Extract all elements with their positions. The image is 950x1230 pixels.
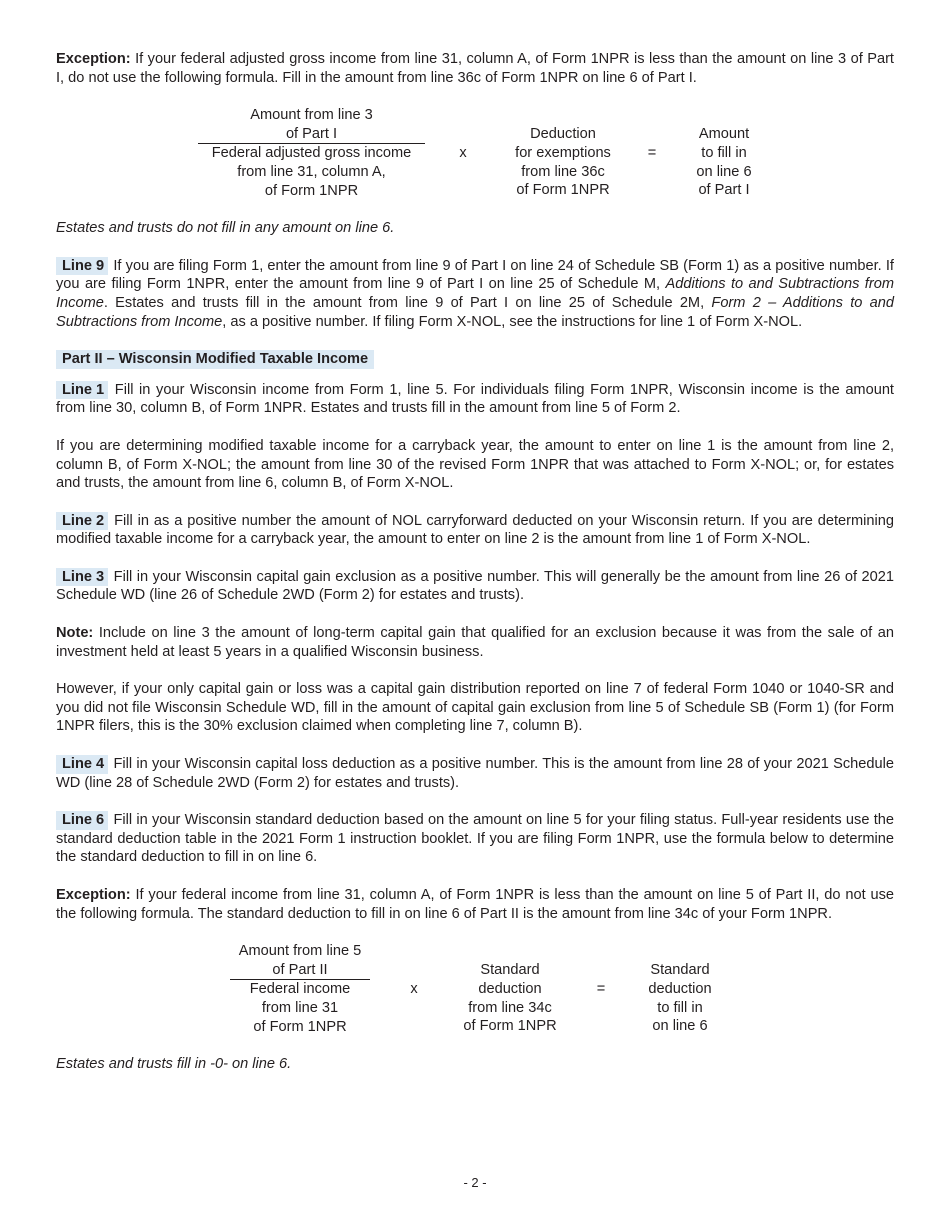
line6-label: Line 6 [56,811,108,830]
carryback-paragraph: If you are determining modified taxable income for a carryback year, the amount to enter on line 1 is the amount from line 2, column B, of Form X-NOL; the amount from line 30 of the revised Form 1NPR that was attached to Form X-NOL; or, for estates and trusts, the amount from line 6, column B, of Form X-NOL. [56,437,894,492]
line3-label: Line 3 [56,568,108,587]
formula-fraction [198,106,425,200]
formula-line6-part2 [230,942,894,1036]
note-paragraph: Note: Include on line 3 the amount of long-term capital gain that qualified for an exclusion because it was from the sale of an investment held at least 5 years in a qualified Wisconsin business. [56,625,894,660]
formula-standard-deduction: Standard deduction from line 34c of Form 1NPR [463,962,557,1035]
formula-result: Amount to fill in on line 6 of Part I [696,126,752,199]
formula-line6-part1 [198,106,894,200]
line6-paragraph: Line 6 Fill in your Wisconsin standard deduction based on the amount on line 5 for your filing status. Full-year residents use the standard deduction table in the 2021 Form 1 instruction booklet. If you are filing Form 1NPR, use the formula below to determine the standard deduction to fill in on line 6. [56,812,894,866]
formula-denominator: Federal adjusted gross income from line 31, column A, of Form 1NPR [211,145,412,199]
equals-sign: = [647,144,657,161]
part2-heading: Part II – Wisconsin Modified Taxable Income [56,350,374,369]
however-paragraph: However, if your only capital gain or loss was a capital gain distribution reported on line 7 of federal Form 1040 or 1040-SR and you did not file Wisconsin Schedule WD, fill in the amount of capital gain exclusion from line 5 of Schedule SB (Form 1) (for Form 1NPR filers, this is the 30% exclusion claimed when completing line 7, column B). [56,681,894,735]
line4-paragraph: Line 4 Fill in your Wisconsin capital loss deduction as a positive number. This is the amount from line 28 of your 2021 Schedule WD (line 28 of Schedule 2WD (Form 2) for estates and trusts). [56,756,894,791]
estates-note-part2: Estates and trusts fill in -0- on line 6. [56,1056,292,1073]
line2-paragraph: Line 2 Fill in as a positive number the amount of NOL carryforward deducted on your Wisconsin return. If you are determining modified taxable income for a carryback year, the amount to enter on line 2 is the amount from line 1 of Form X-NOL. [56,512,894,548]
formula-numerator: Amount from line 5 of Part II [230,942,370,980]
instructions-page [56,50,894,1074]
line3-paragraph: Line 3 Fill in your Wisconsin capital gain exclusion as a positive number. This will generally be the amount from line 26 of 2021 Schedule WD (line 26 of Schedule 2WD (Form 2) for estates and trusts). [56,568,894,604]
line1-label: Line 1 [56,381,108,400]
exception-paragraph-part1: Exception: If your federal adjusted gross income from line 31, column A, of Form 1NPR is less than the amount on line 3 of Part I, do not use the following formula. Fill in the amount from line 36c of Form 1NPR on line 6 of Part I. [56,51,894,86]
page-number: - 2 - [463,1175,487,1190]
line1-paragraph: Line 1 Fill in your Wisconsin income from Form 1, line 5. For individuals filing Form 1NPR, Wisconsin income is the amount from line 30, column B, of Form 1NPR. Estates and trusts fill in the amount from line 5 of Form 2. [56,381,894,417]
multiply-sign: x [459,144,467,161]
formula-result: Standard deduction to fill in on line 6 [648,962,712,1035]
formula-deduction: Deduction for exemptions from line 36c of Form 1NPR [515,126,611,199]
line2-label: Line 2 [56,512,108,531]
multiply-sign: x [410,980,418,997]
formula-denominator: Federal income from line 31 of Form 1NPR [249,981,351,1035]
equals-sign: = [596,980,606,997]
line9-label: Line 9 [56,257,108,276]
formula-numerator: Amount from line 3 of Part I [198,106,425,144]
line4-label: Line 4 [56,755,108,774]
exception-paragraph-part2: Exception: If your federal income from line 31, column A, of Form 1NPR is less than the amount on line 5 of Part II, do not use the following formula. The standard deduction to fill in on line 6 of Part II is the amount from line 34c of your Form 1NPR. [56,887,894,922]
line9-paragraph: Line 9 If you are filing Form 1, enter the amount from line 9 of Part I on line 24 of Schedule SB (Form 1) as a positive number. If you are filing Form 1NPR, enter the amount from line 9 of Part I on line 25 of Schedule M, Additions to and Subtractions from Income. Estates and trusts fill in the amount from line 9 of Part I on line 25 of Schedule 2M, Form 2 – Additions to and Subtractions from Income, as a positive number. If filing Form X-NOL, see the instructions for line 1 of Form X-NOL. [56,257,894,330]
estates-note-part1: Estates and trusts do not fill in any amount on line 6. [56,220,395,237]
formula-fraction [230,942,370,1036]
